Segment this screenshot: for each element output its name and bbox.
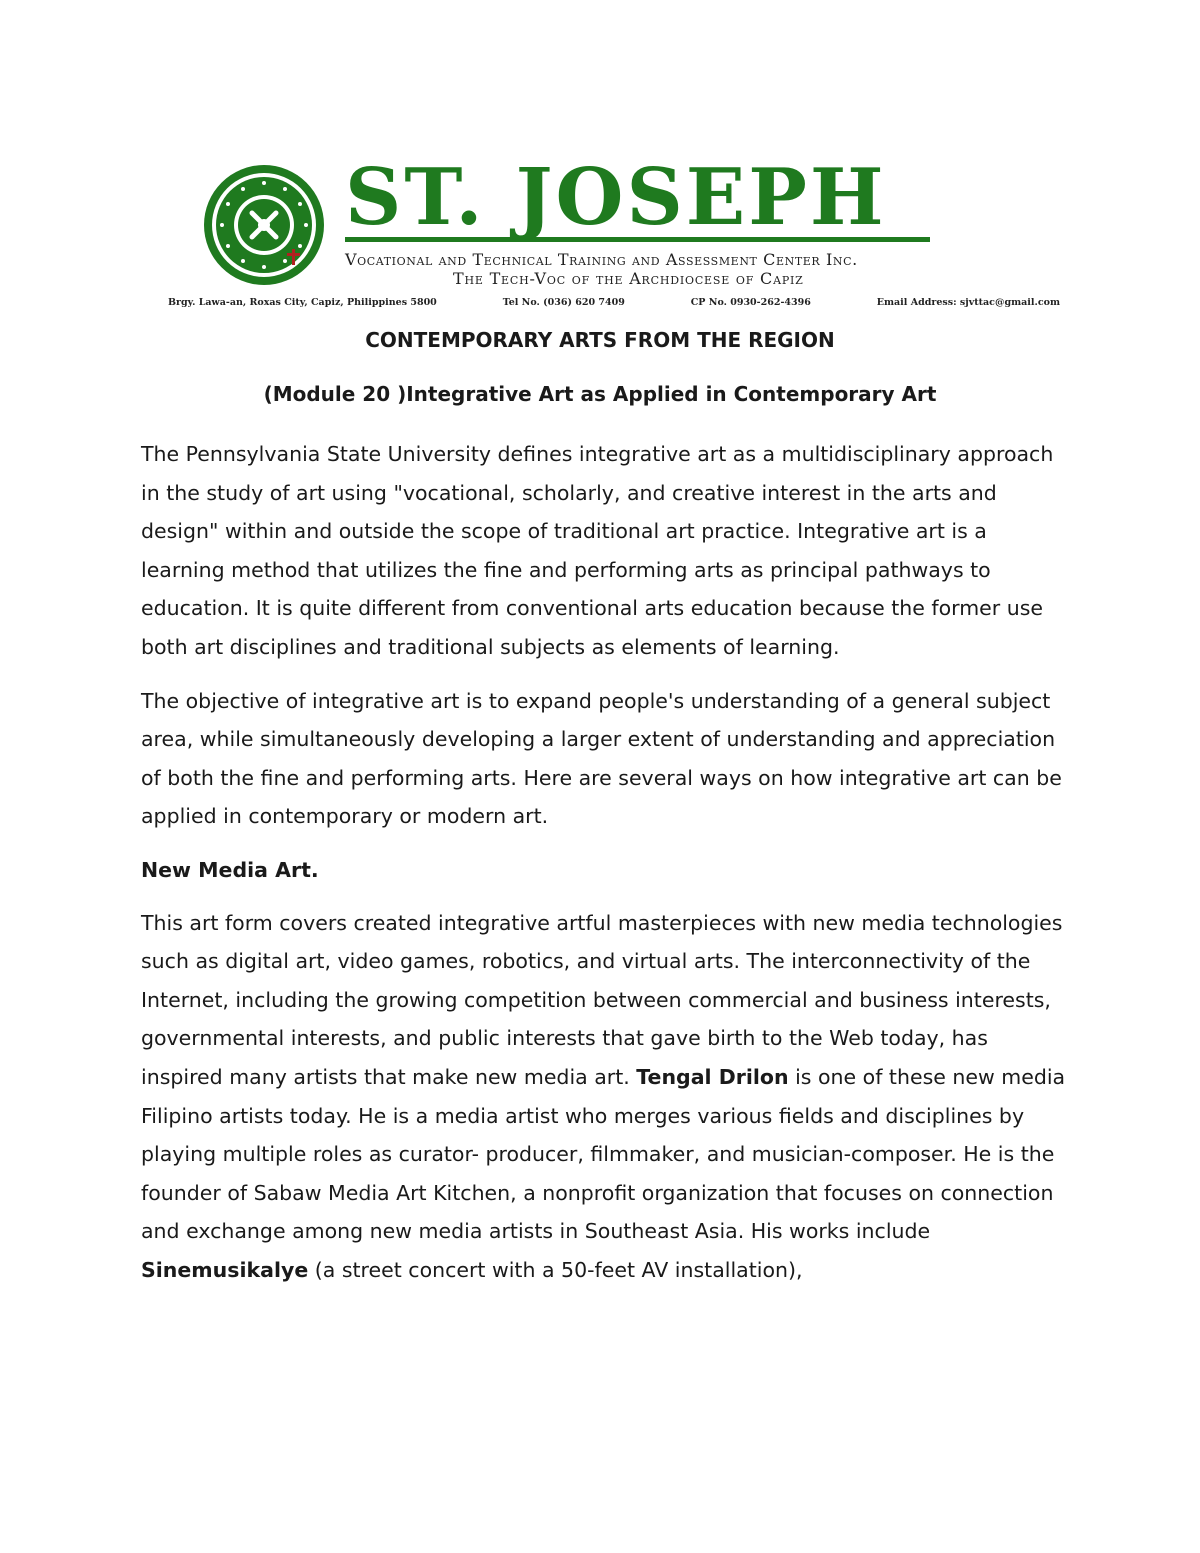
paragraph-objective: The objective of integrative art is to expand people's understanding of a general subject area, while simultaneously developing a larger extent of understanding and appreciation of both the fine and performing arts. Here are several ways on how integrative art can be applied in contemporary or modern art. <box>141 688 1062 829</box>
cp-text: CP No. 0930-262-4396 <box>690 297 811 308</box>
paragraph-new-media <box>141 904 1066 1290</box>
document-title: CONTEMPORARY ARTS FROM THE REGION <box>365 328 835 352</box>
paragraph-text: is one of these new media Filipino artists today. He is a media artist who merges various fields and disciplines by playing multiple roles as curator- producer, filmmaker, and musician-composer. He is the founder of Sabaw Media Art Kitchen, a nonprofit organization that focuses on connection and exchange among new media artists in Southeast Asia. His works include <box>141 1064 1066 1244</box>
email-text: Email Address: sjvttac@gmail.com <box>876 297 1060 308</box>
school-subtitle: Vocational and Technical Training and Assessment Center Inc. <box>345 250 858 269</box>
school-tagline: The Tech-Voc of the Archdiocese of Capiz <box>453 269 804 288</box>
school-name: ST. JOSEPH <box>345 152 887 243</box>
paragraph-intro: The Pennsylvania State University defines integrative art as a multidisciplinary approach in the study of art using "vocational, scholarly, and creative interest in the arts and design" within and outside the scope of traditional art practice. Integrative art is a learning method that utilizes the fine and performing arts as principal pathways to education. It is quite different from conventional arts education because the former use both art disciplines and traditional subjects as elements of learning. <box>141 442 1054 659</box>
address-text: Brgy. Lawa-an, Roxas City, Capiz, Philippines 5800 <box>168 297 437 308</box>
module-subtitle: (Module 20 )Integrative Art as Applied in Contemporary Art <box>263 382 937 406</box>
school-seal-icon <box>202 163 326 287</box>
paragraph-text: (a street concert with a 50-feet AV installation), <box>308 1257 803 1282</box>
section-heading: New Media Art. <box>141 857 319 882</box>
paragraph-text: This art form covers created integrative artful masterpieces with new media technologies such as digital art, video games, robotics, and virtual arts. The interconnectivity of the Internet, including the growing competition between commercial and business interests, governmental interests, and public interests that gave birth to the Web today, has inspired many artists that make new media art. <box>141 910 1063 1089</box>
document-body <box>141 435 1066 1304</box>
tel-text: Tel No. (036) 620 7409 <box>502 297 625 308</box>
work-title: Sinemusikalye <box>141 1257 309 1282</box>
artist-name: Tengal Drilon <box>636 1064 789 1089</box>
contact-line <box>168 297 1060 308</box>
brand-block <box>345 152 935 288</box>
letterhead <box>160 152 1060 315</box>
